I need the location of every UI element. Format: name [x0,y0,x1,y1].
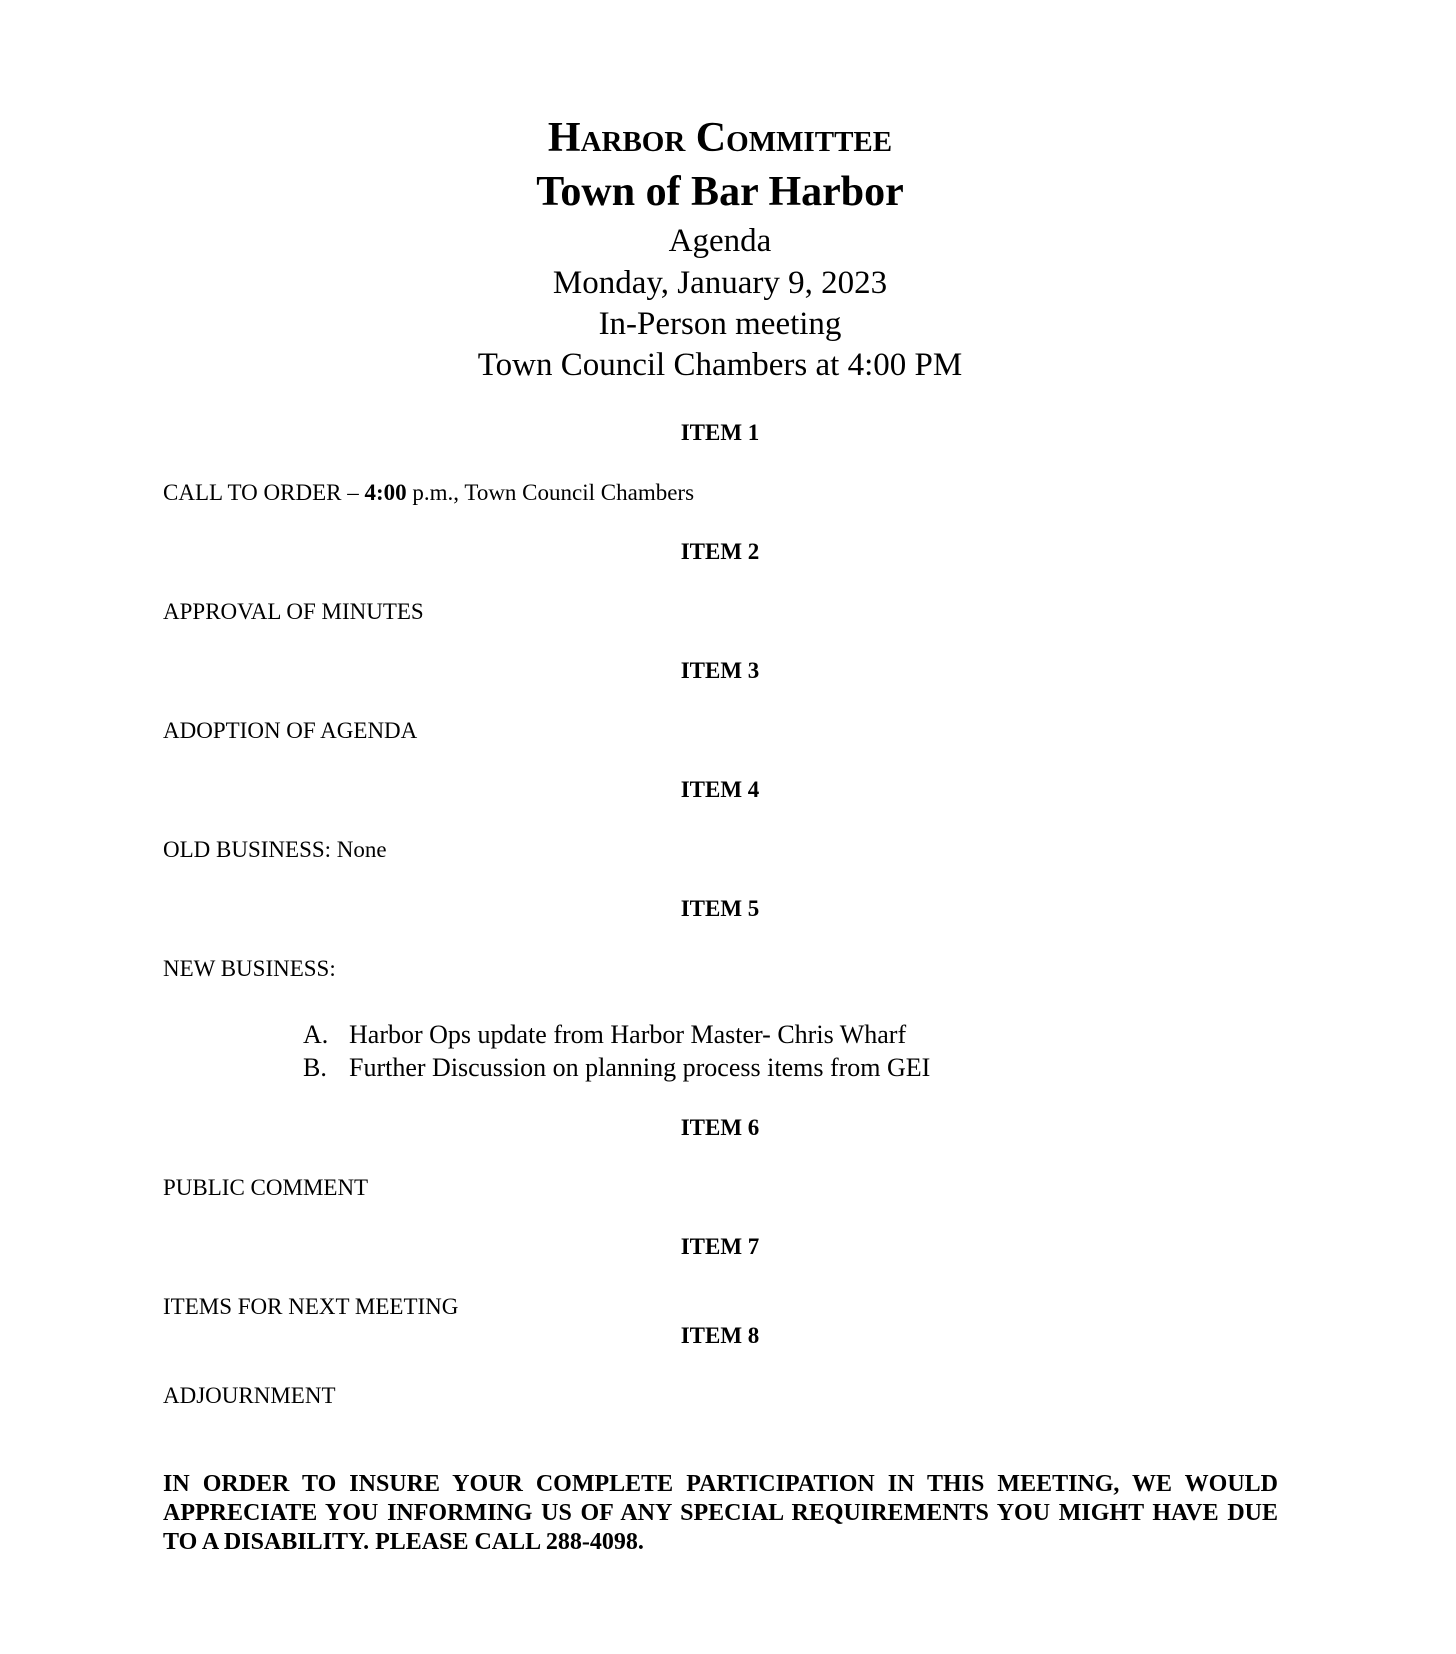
item-text-adjournment: ADJOURNMENT [163,1383,336,1408]
list-item-letter: A. [303,1020,329,1049]
item-text-old-business: OLD BUSINESS: None [163,837,387,862]
item-heading-4: ITEM 4 [680,777,760,802]
call-to-order-suffix: p.m., Town Council Chambers [406,480,695,505]
meeting-location-time: Town Council Chambers at 4:00 PM [477,347,963,383]
item-heading-3: ITEM 3 [680,658,760,683]
list-item-text: Harbor Ops update from Harbor Master- Chris Wharf [349,1020,907,1049]
new-business-list [303,1018,930,1084]
list-item [303,1051,930,1084]
item-heading-7: ITEM 7 [680,1234,760,1259]
item-heading-5: ITEM 5 [680,896,760,921]
item-heading-6: ITEM 6 [680,1115,760,1140]
committee-title: Harbor Committee [547,115,893,161]
item-heading-2: ITEM 2 [680,539,760,564]
item-heading-1: ITEM 1 [680,420,760,445]
disability-notice: IN ORDER TO INSURE YOUR COMPLETE PARTICIPATION IN THIS MEETING, WE WOULD APPRECIATE YOU INFORMING US OF ANY SPECIAL REQUIREMENTS YOU MIGHT HAVE DUE TO A DISABILITY. PLEASE CALL 288-4098. [163,1471,1278,1555]
town-title: Town of Bar Harbor [536,169,904,215]
item-text-items-for-next-meeting: ITEMS FOR NEXT MEETING [163,1294,459,1319]
item-text-adoption-of-agenda: ADOPTION OF AGENDA [163,718,418,743]
call-to-order-prefix: CALL TO ORDER – [163,480,365,505]
list-item-text: Further Discussion on planning process items from GEI [349,1053,931,1082]
call-to-order-time: 4:00 [364,480,407,505]
meeting-date: Monday, January 9, 2023 [552,265,888,301]
list-item-letter: B. [303,1053,327,1082]
list-item [303,1018,930,1051]
document-type: Agenda [668,223,772,259]
item-text-public-comment: PUBLIC COMMENT [163,1175,369,1200]
meeting-format: In-Person meeting [598,306,842,342]
item-heading-8: ITEM 8 [680,1323,760,1348]
item-text-call-to-order [163,479,694,507]
item-text-new-business: NEW BUSINESS: [163,956,336,981]
item-text-approval-of-minutes: APPROVAL OF MINUTES [163,599,424,624]
